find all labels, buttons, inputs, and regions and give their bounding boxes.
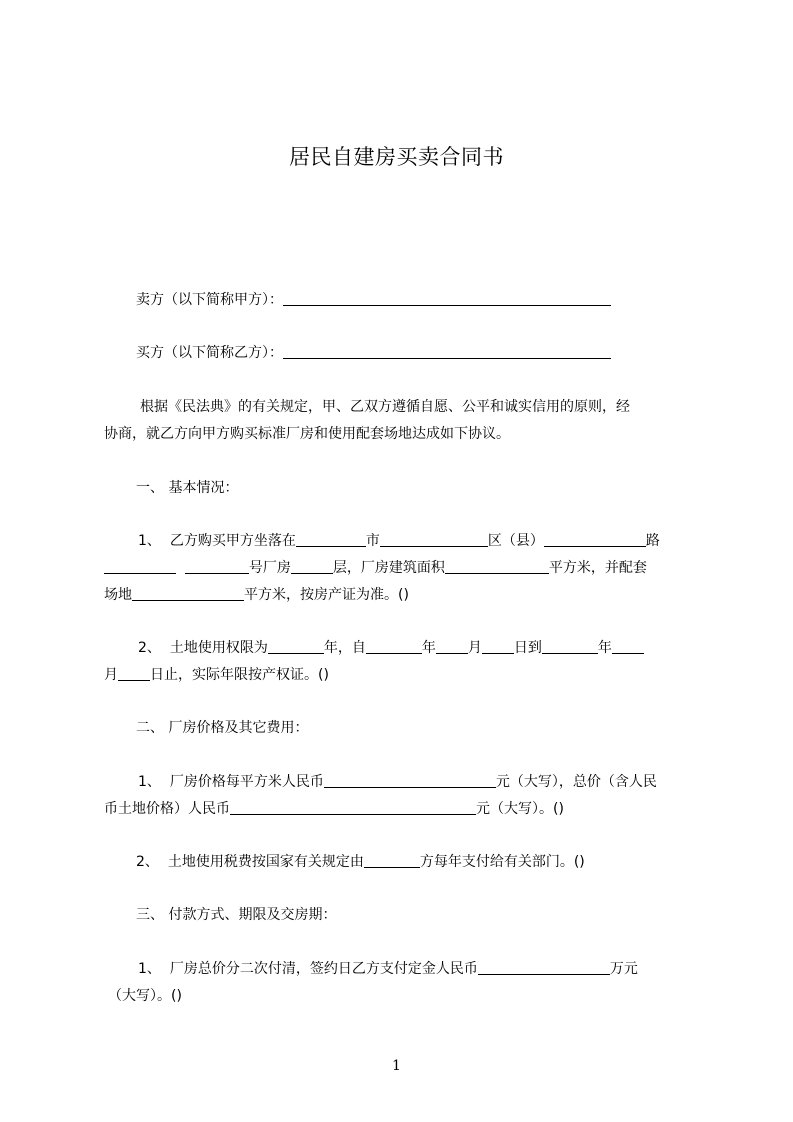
- end-day-blank[interactable]: [118, 666, 150, 681]
- section-3-heading: 三、 付款方式、期限及交房期：: [136, 907, 337, 923]
- land-years-blank[interactable]: [268, 639, 324, 654]
- item-text: 层，厂房建筑面积: [332, 560, 445, 576]
- start-day-blank[interactable]: [482, 639, 514, 654]
- item-text: 元（大写）。(): [476, 801, 564, 817]
- document-title: 居民自建房买卖合同书: [289, 145, 504, 169]
- item-text: 平方米，按房产证为准。(): [244, 587, 409, 603]
- section-1-item-1-line-1: [104, 531, 716, 551]
- item-number: 1、: [138, 774, 161, 790]
- district-blank[interactable]: [380, 532, 488, 547]
- intro-line-2: 协商，就乙方向甲方购买标准厂房和使用配套场地达成如下协议。: [104, 426, 510, 442]
- building-number-blank[interactable]: [104, 559, 176, 574]
- deposit-blank[interactable]: [478, 960, 610, 975]
- item-text: 方每年支付给有关部门。(): [419, 854, 585, 870]
- item-text: 元（大写），总价（含人民: [495, 774, 657, 790]
- seller-label: 卖方（以下简称甲方）：: [136, 292, 283, 308]
- section-2-item-1-line-2: [104, 799, 716, 819]
- section-3-item-1-line-2: （大写）。(): [108, 988, 182, 1004]
- road-blank[interactable]: [544, 532, 646, 547]
- item-text: 日止，实际年限按产权证。(): [150, 667, 329, 683]
- section-1-heading: 一、 基本情况：: [136, 480, 239, 496]
- seller-name-blank[interactable]: [283, 291, 611, 306]
- buyer-label: 买方（以下简称乙方）：: [136, 345, 283, 361]
- section-1-item-1-line-3: [104, 585, 716, 605]
- unit-price-blank[interactable]: [324, 773, 496, 788]
- item-text: 平方米，并配套: [548, 560, 647, 576]
- buyer-name-blank[interactable]: [283, 344, 611, 359]
- item-text: 厂房总价分二次付清，签约日乙方支付定金人民币: [169, 961, 478, 977]
- buyer-line: [136, 343, 748, 363]
- site-area-blank[interactable]: [132, 586, 244, 601]
- building-number-blank-2[interactable]: [185, 559, 249, 574]
- start-year-blank[interactable]: [366, 639, 422, 654]
- item-text: 市: [365, 533, 380, 549]
- item-text: 年: [597, 640, 612, 656]
- item-number: 2、: [136, 854, 159, 870]
- city-blank[interactable]: [296, 532, 366, 547]
- item-text: 土地使用权限为: [169, 640, 268, 656]
- end-month-blank[interactable]: [612, 639, 644, 654]
- tax-payer-blank[interactable]: [364, 853, 420, 868]
- item-text: 路: [645, 533, 660, 549]
- item-text: 年: [421, 640, 436, 656]
- section-3-item-1-line-1: [104, 959, 716, 979]
- item-number: 1、: [138, 533, 161, 549]
- seller-line: [136, 290, 748, 310]
- section-1-item-1-line-2: [104, 558, 716, 578]
- item-text: 厂房价格每平方米人民币: [169, 774, 324, 790]
- section-1-item-2-line-2: [104, 665, 716, 685]
- item-text: 土地使用税费按国家有关规定由: [167, 854, 364, 870]
- floor-blank[interactable]: [291, 559, 333, 574]
- item-text: 币土地价格）人民币: [104, 801, 230, 817]
- item-text: 区（县）: [487, 533, 544, 549]
- item-text: 万元: [609, 961, 638, 977]
- end-year-blank[interactable]: [542, 639, 598, 654]
- item-text: 号厂房: [248, 560, 291, 576]
- item-number: 1、: [138, 961, 161, 977]
- section-2-item-1-line-1: [104, 772, 716, 792]
- item-text: 日到: [513, 640, 542, 656]
- total-price-blank[interactable]: [230, 800, 476, 815]
- start-month-blank[interactable]: [436, 639, 468, 654]
- section-2-heading: 二、 厂房价格及其它费用：: [136, 720, 309, 736]
- item-text: 月: [467, 640, 482, 656]
- item-text: 场地: [104, 587, 132, 603]
- building-area-blank[interactable]: [445, 559, 549, 574]
- section-1-item-2-line-1: [104, 638, 716, 658]
- section-2-item-2: [136, 852, 748, 872]
- intro-line-1: 根据《民法典》的有关规定，甲、乙双方遵循自愿、公平和诚实信用的原则，经: [140, 399, 630, 415]
- item-text: 月: [104, 667, 118, 683]
- item-text: 年，自: [323, 640, 366, 656]
- item-text: 乙方购买甲方坐落在: [169, 533, 296, 549]
- item-number: 2、: [138, 640, 161, 656]
- page-number: 1: [392, 1058, 401, 1074]
